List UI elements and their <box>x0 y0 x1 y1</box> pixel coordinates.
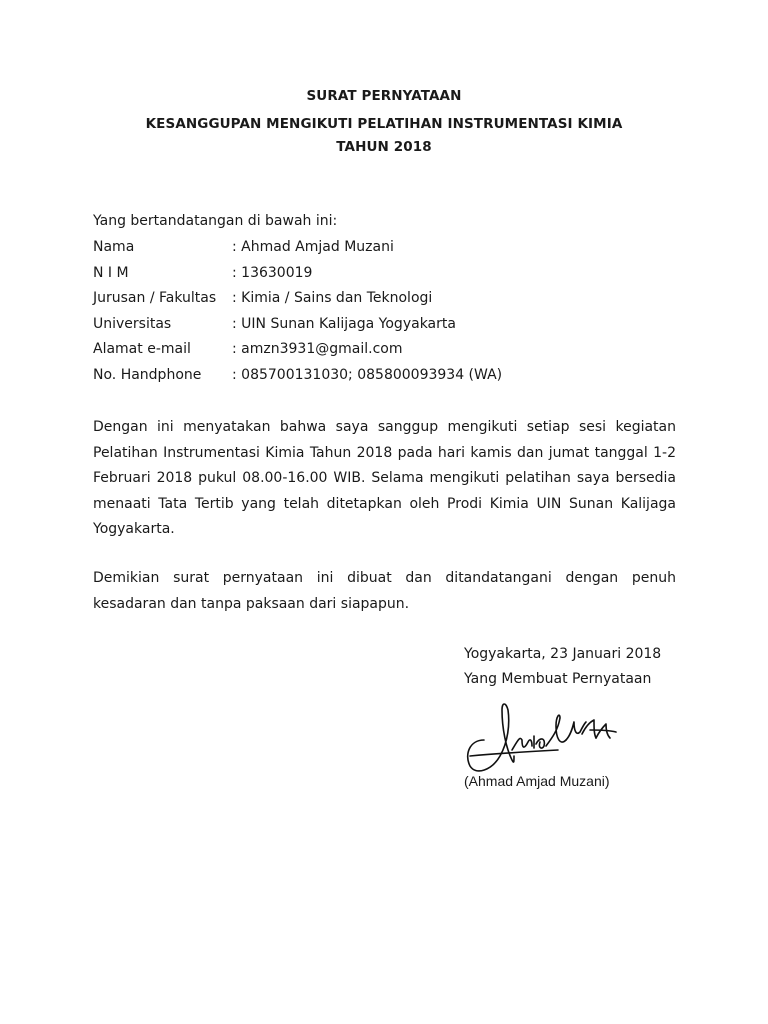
maker-label: Yang Membuat Pernyataan <box>464 671 652 687</box>
field-nim <box>93 263 312 283</box>
field-value: : Ahmad Amjad Muzani <box>232 239 394 255</box>
field-value: : 085700131030; 085800093934 (WA) <box>232 367 503 383</box>
field-label: Nama <box>93 239 135 255</box>
signer-name: (Ahmad Amjad Muzani) <box>464 773 610 789</box>
field-value: : Kimia / Sains dan Teknologi <box>232 290 433 306</box>
field-label: N I M <box>93 265 129 281</box>
field-label: No. Handphone <box>93 367 202 383</box>
field-universitas <box>93 314 456 334</box>
field-email <box>93 339 402 359</box>
statement-paragraph: Dengan ini menyatakan bahwa saya sanggup mengikuti setiap sesi kegiatan Pelatihan Instrumentasi Kimia Tahun 2018 pada hari kamis dan jumat tanggal 1-2 Februari 2018 pukul 08.00-16.00 WIB. Selama mengikuti pelatihan saya bersedia menaati Tata Tertib yang telah ditetapkan oleh Prodi Kimia UIN Sunan Kalijaga Yogyakarta. <box>93 419 676 537</box>
field-nama <box>93 237 394 257</box>
field-label: Alamat e-mail <box>93 341 191 357</box>
field-handphone <box>93 365 502 385</box>
letter-title: SURAT PERNYATAAN <box>306 88 462 104</box>
field-jurusan <box>93 288 432 308</box>
handwritten-signature <box>462 696 622 776</box>
letter-year: TAHUN 2018 <box>336 139 432 155</box>
place-date: Yogyakarta, 23 Januari 2018 <box>464 646 662 662</box>
field-value: : UIN Sunan Kalijaga Yogyakarta <box>232 316 456 332</box>
intro-text: Yang bertandatangan di bawah ini: <box>93 213 338 229</box>
field-value: : 13630019 <box>232 265 313 281</box>
closing-paragraph: Demikian surat pernyataan ini dibuat dan ditandatangani dengan penuh kesadaran dan tanpa paksaan dari siapapun. <box>93 570 676 612</box>
letter-subtitle: KESANGGUPAN MENGIKUTI PELATIHAN INSTRUMENTASI KIMIA <box>145 116 623 132</box>
field-value: : amzn3931@gmail.com <box>232 341 403 357</box>
field-label: Jurusan / Fakultas <box>93 290 217 306</box>
field-label: Universitas <box>93 316 172 332</box>
